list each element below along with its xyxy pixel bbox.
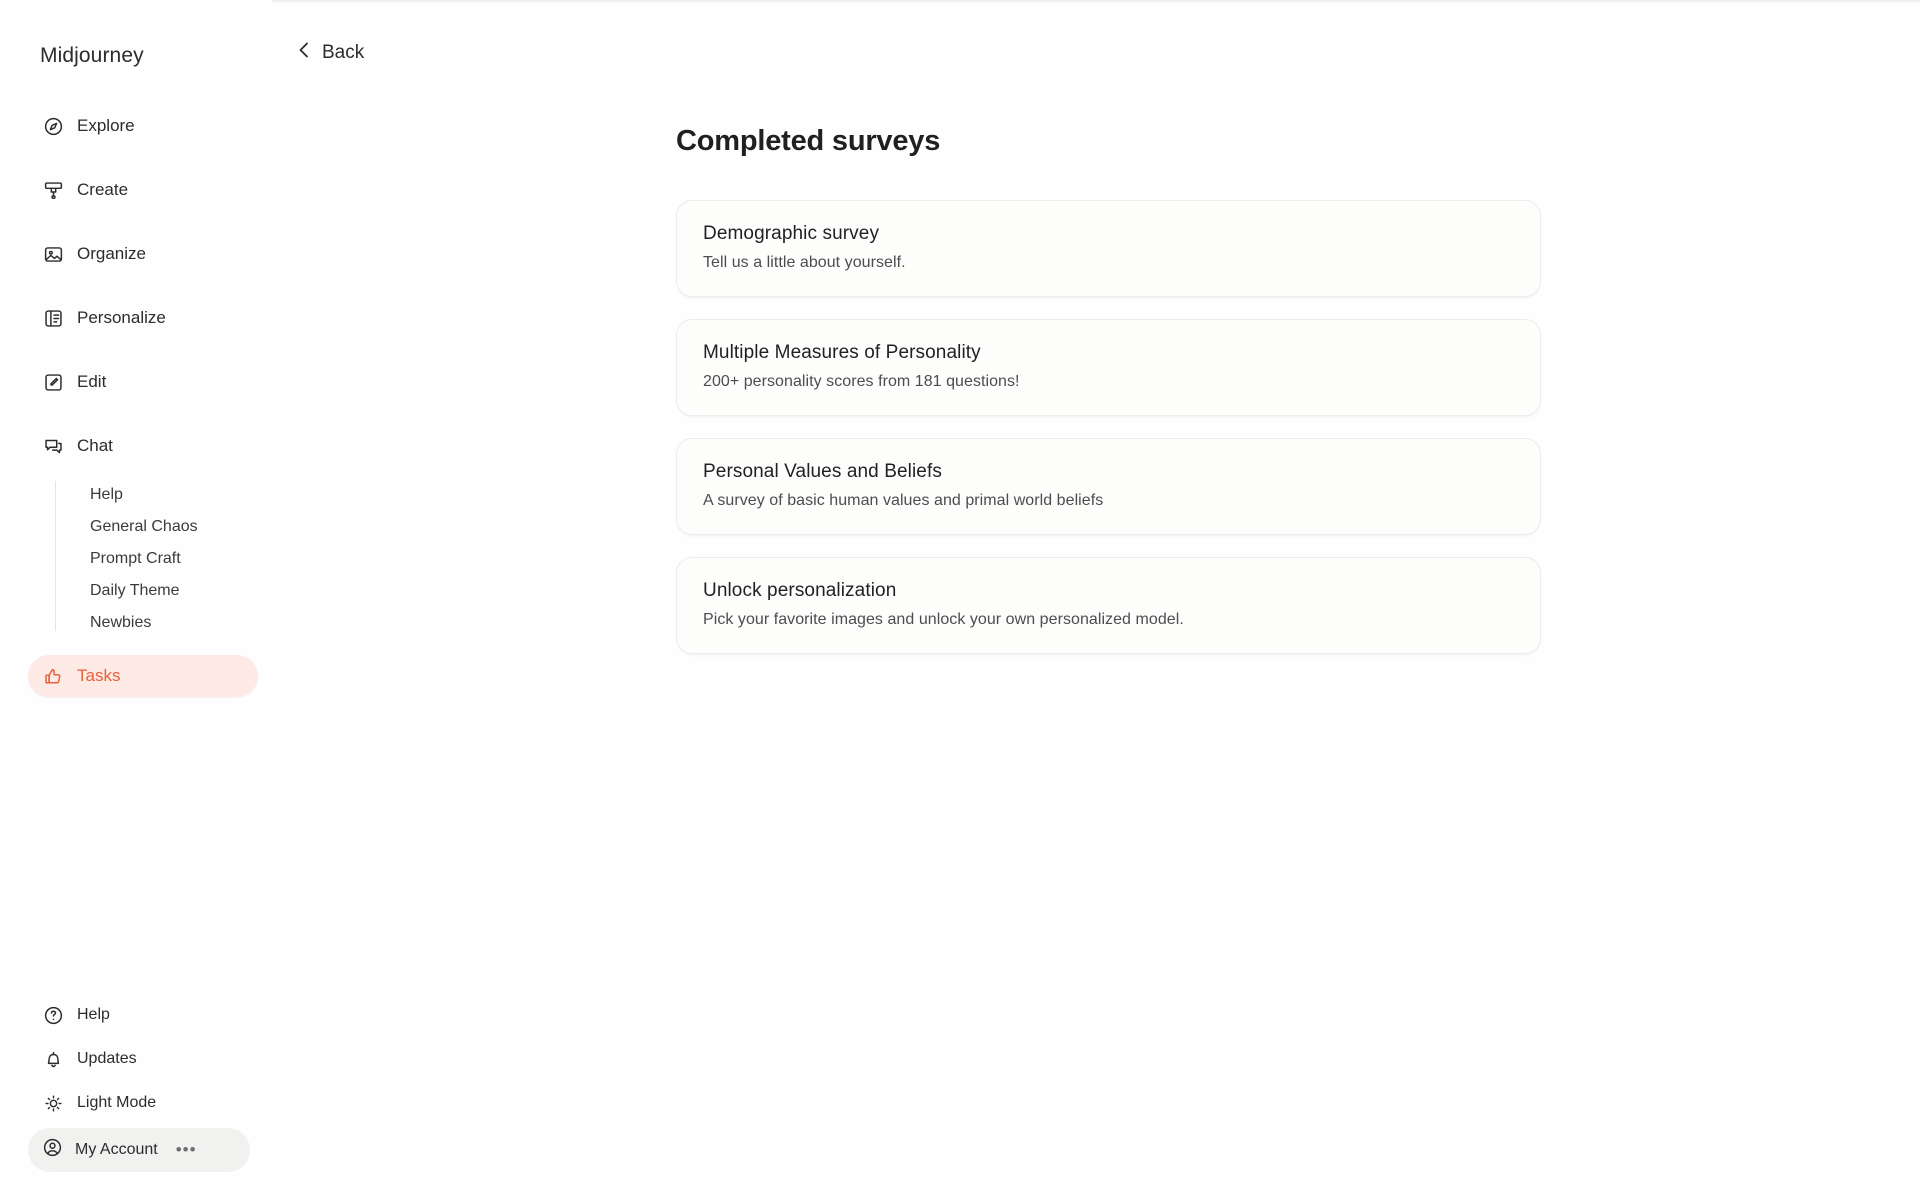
thumbs-up-icon (42, 665, 64, 687)
primary-nav (28, 105, 258, 719)
footer-item-updates[interactable] (28, 1040, 258, 1078)
back-button[interactable] (296, 40, 364, 66)
sun-icon (42, 1092, 64, 1114)
survey-title: Demographic survey (703, 223, 880, 244)
footer-item-help[interactable] (28, 996, 258, 1034)
user-circle-icon (42, 1137, 63, 1163)
chevron-left-icon (296, 40, 312, 66)
brush-icon (42, 179, 64, 201)
footer-item-label: Updates (77, 1050, 137, 1067)
sidebar-item-organize[interactable] (28, 233, 258, 275)
footer-item-label: Light Mode (77, 1094, 157, 1111)
account-label: My Account (75, 1141, 158, 1158)
sidebar-item-create[interactable] (28, 169, 258, 211)
sidebar-item-label: Chat (77, 436, 113, 455)
sidebar-item-label: Organize (77, 244, 146, 263)
my-account-button[interactable] (28, 1128, 250, 1172)
sidebar-item-label: Personalize (77, 308, 166, 327)
survey-title: Multiple Measures of Personality (703, 342, 981, 363)
page-title: Completed surveys (676, 125, 941, 157)
brand-title: Midjourney (40, 44, 144, 67)
sidebar-item-tasks[interactable] (28, 655, 258, 697)
survey-card-unlock-personalization[interactable] (676, 557, 1541, 654)
footer-item-label: Help (77, 1006, 110, 1023)
sidebar-item-label: Create (77, 180, 129, 199)
sidebar-item-label: Tasks (77, 666, 121, 685)
sidebar-subitem-prompt-craft[interactable]: Prompt Craft (90, 550, 181, 567)
survey-subtitle: Pick your favorite images and unlock your own personalized model. (703, 611, 1184, 628)
sliders-icon (42, 307, 64, 329)
compass-icon (42, 115, 64, 137)
sidebar (0, 0, 272, 1200)
question-circle-icon (42, 1004, 64, 1026)
chat-channel-list (28, 479, 258, 639)
chat-bubbles-icon (42, 435, 64, 457)
survey-card-values-beliefs[interactable] (676, 438, 1541, 535)
sidebar-subitem-daily-theme[interactable]: Daily Theme (90, 582, 180, 599)
sidebar-subitem-help[interactable]: Help (90, 486, 123, 503)
sidebar-item-edit[interactable] (28, 361, 258, 403)
sidebar-item-label: Edit (77, 372, 107, 391)
survey-subtitle: 200+ personality scores from 181 questions! (703, 373, 1020, 390)
survey-title: Unlock personalization (703, 580, 897, 601)
sidebar-item-explore[interactable] (28, 105, 258, 147)
survey-card-demographic[interactable] (676, 200, 1541, 297)
sidebar-subitem-newbies[interactable]: Newbies (90, 614, 152, 631)
sidebar-footer (28, 996, 258, 1172)
bell-icon (42, 1048, 64, 1070)
pencil-square-icon (42, 371, 64, 393)
survey-title: Personal Values and Beliefs (703, 461, 942, 482)
sidebar-item-personalize[interactable] (28, 297, 258, 339)
sidebar-item-chat[interactable] (28, 425, 258, 467)
image-icon (42, 243, 64, 265)
survey-card-personality[interactable] (676, 319, 1541, 416)
sidebar-subitem-general-chaos[interactable]: General Chaos (90, 518, 198, 535)
survey-subtitle: A survey of basic human values and primal world beliefs (703, 492, 1104, 509)
completed-surveys-list (676, 200, 1541, 676)
back-label: Back (322, 42, 365, 63)
survey-subtitle: Tell us a little about yourself. (703, 254, 906, 271)
sidebar-item-label: Explore (77, 116, 135, 135)
main-content (272, 0, 1920, 1200)
account-more-icon[interactable]: ••• (175, 1140, 197, 1159)
footer-item-light-mode[interactable] (28, 1084, 258, 1122)
